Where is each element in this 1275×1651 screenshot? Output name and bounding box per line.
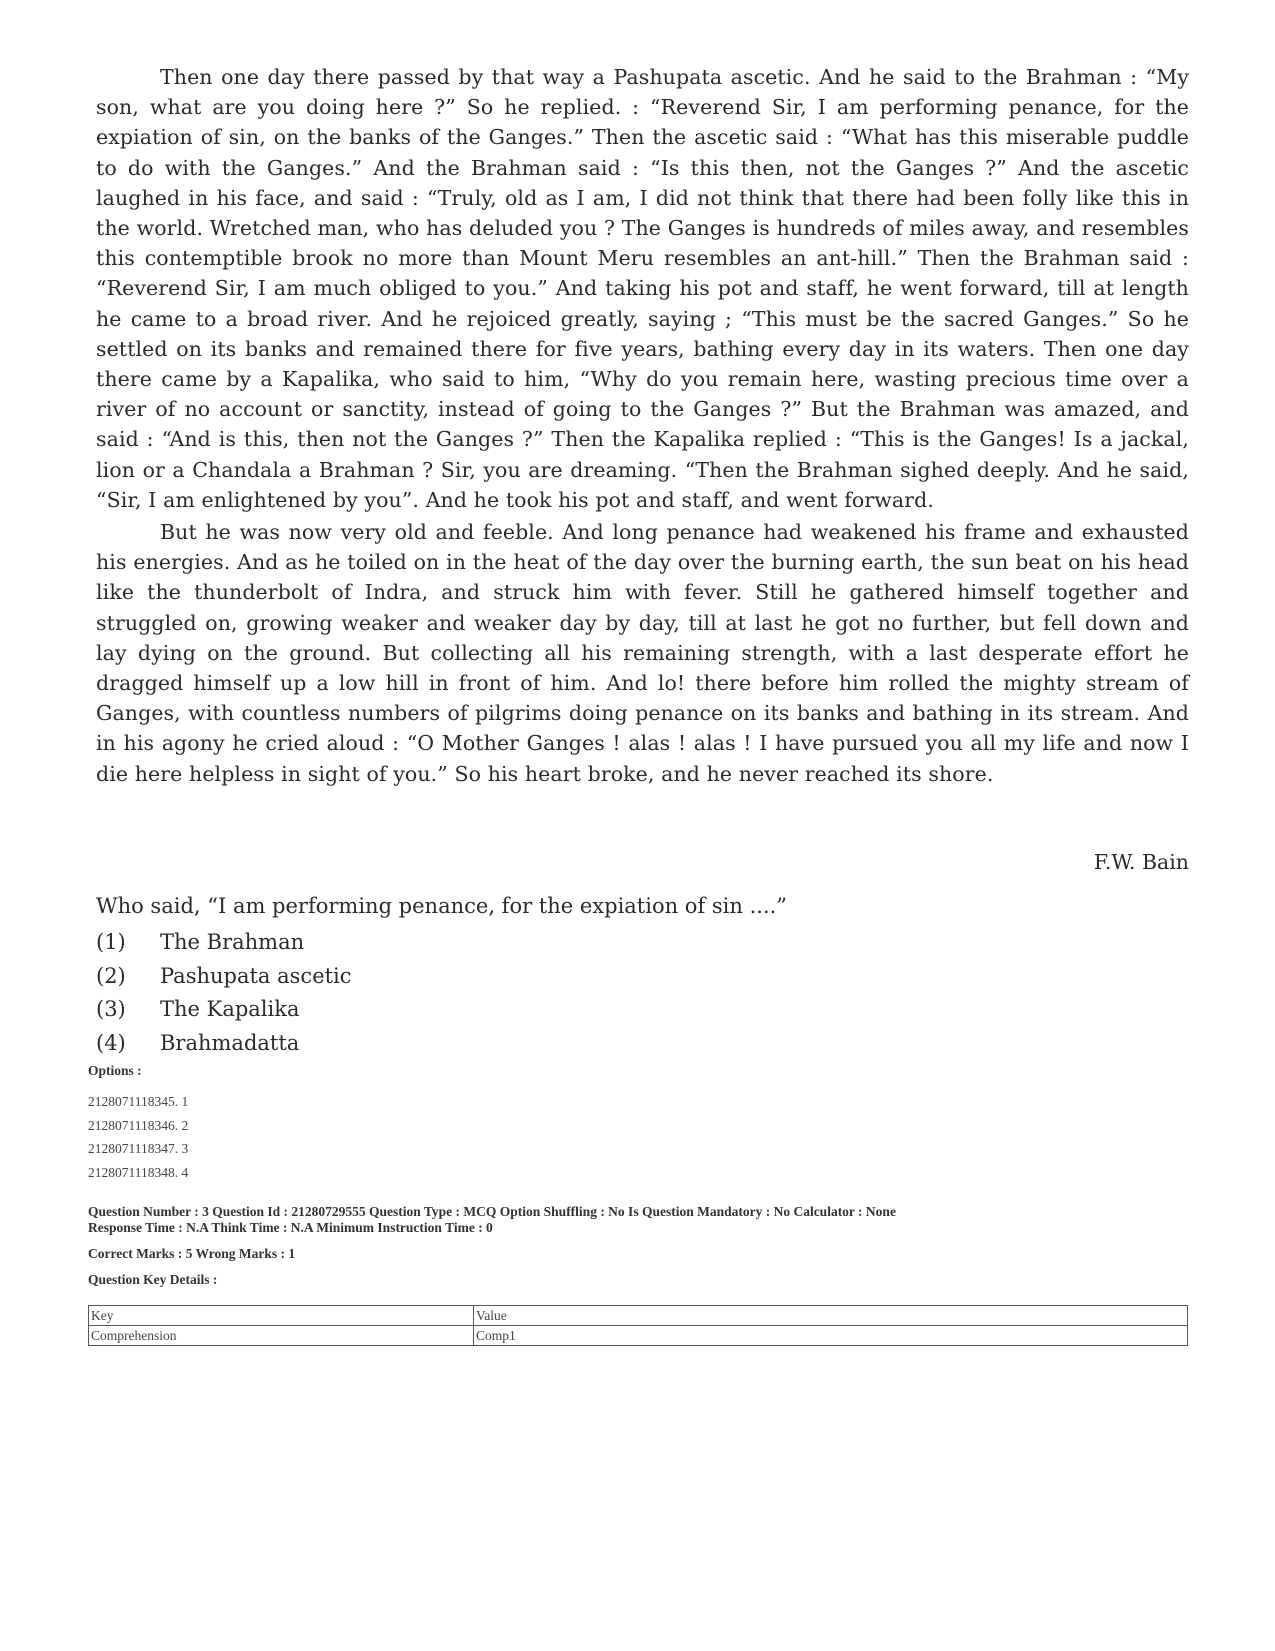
answer-choice (96, 926, 352, 960)
option-id: 2128071118348. 4 (88, 1164, 189, 1180)
answer-choices (96, 926, 352, 1060)
table-cell: Comprehension (89, 1326, 474, 1346)
passage-paragraph-2: But he was now very old and feeble. And long penance had weakened his frame and exhausted his energies. And as he toiled on in the heat of the day over the burning earth, the sun beat on his head like the thunderbolt of Indra, and struck him with fever. Still he gathered himself together and struggled on, growing weaker and weaker day by day, till at last he got no further, but fell down and lay dying on the ground. But collecting all his remaining strength, with a last desperate effort he dragged himself up a low hill in front of him. And lo! there before him rolled the mighty stream of Ganges, with countless numbers of pilgrims doing penance on its banks and bathing in its stream. And in his agony he cried aloud : “O Mother Ganges ! alas ! alas ! I have pursued you all my life and now I die here helpless in sight of you.” So his heart broke, and he never reached its shore. (96, 520, 1189, 786)
choice-number: (1) (96, 930, 126, 954)
choice-text: Pashupata ascetic (160, 963, 352, 988)
choice-text: The Kapalika (160, 997, 300, 1021)
question-meta-line-2: Response Time : N.A Think Time : N.A Minimum Instruction Time : 0 (88, 1220, 493, 1235)
question-meta-line-1: Question Number : 3 Question Id : 21280729555 Question Type : MCQ Option Shuffling : No Is Question Mandatory : No Calculator : None (88, 1204, 896, 1219)
choice-text: The Brahman (160, 930, 305, 954)
table-header-cell: Value (474, 1306, 1188, 1326)
passage-paragraph-1: Then one day there passed by that way a Pashupata ascetic. And he said to the Brahman : “My son, what are you doing here ?” So he replied. : “Reverend Sir, I am performing penance, for the expiation of sin, on the banks of the Ganges.” Then the ascetic said : “What has this miserable puddle to do with the Ganges.” And the Brahman said : “Is this then, not the Ganges ?” And the ascetic laughed in his face, and said : “Truly, old as I am, I did not think that there had been folly like this in the world. Wretched man, who has deluded you ? The Ganges is hundreds of miles away, and resembles this contemptible brook no more than Mount Meru resembles an ant-hill.” Then the Brahman said : “Reverend Sir, I am much obliged to you.” And taking his pot and staff, he went forward, till at length he came to a broad river. And he rejoiced greatly, saying ; “This must be the sacred Ganges.” So he settled on its banks and remained there for five years, bathing every day in its waters. Then one day there came by a Kapalika, who said to him, “Why do you remain here, wasting precious time over a river of no account or sanctity, instead of going to the Ganges ?” But the Brahman was amazed, and said : “And is this, then not the Ganges ?” Then the Kapalika replied : “This is the Ganges! Is a jackal, lion or a Chandala a Brahman ? Sir, you are dreaming. “Then the Brahman sighed deeply. And he said, “Sir, I am enlightened by you”. And he took his pot and staff, and went forward. (96, 65, 1189, 512)
option-id: 2128071118345. 1 (88, 1094, 189, 1109)
option-ids-list (88, 1090, 188, 1184)
key-details-label: Question Key Details : (88, 1272, 218, 1287)
choice-number: (2) (96, 963, 126, 988)
table-row (89, 1326, 1188, 1346)
passage-author: F.W. Bain (1093, 850, 1189, 874)
table-header-cell: Key (89, 1306, 474, 1326)
choice-number: (3) (96, 997, 126, 1021)
answer-choice (96, 1027, 352, 1061)
choice-text: Brahmadatta (160, 1030, 300, 1055)
option-id: 2128071118347. 3 (88, 1141, 189, 1156)
table-header-row (89, 1306, 1188, 1326)
marks-info: Correct Marks : 5 Wrong Marks : 1 (88, 1246, 296, 1261)
answer-choice (96, 993, 352, 1027)
passage (96, 62, 1189, 789)
table-cell: Comp1 (474, 1326, 1188, 1346)
question-text: Who said, “I am performing penance, for the expiation of sin ....” (96, 894, 788, 918)
choice-number: (4) (96, 1030, 126, 1055)
option-id: 2128071118346. 2 (88, 1117, 189, 1133)
options-label: Options : (88, 1063, 142, 1078)
question-key-table (88, 1305, 1188, 1346)
answer-choice (96, 960, 352, 994)
